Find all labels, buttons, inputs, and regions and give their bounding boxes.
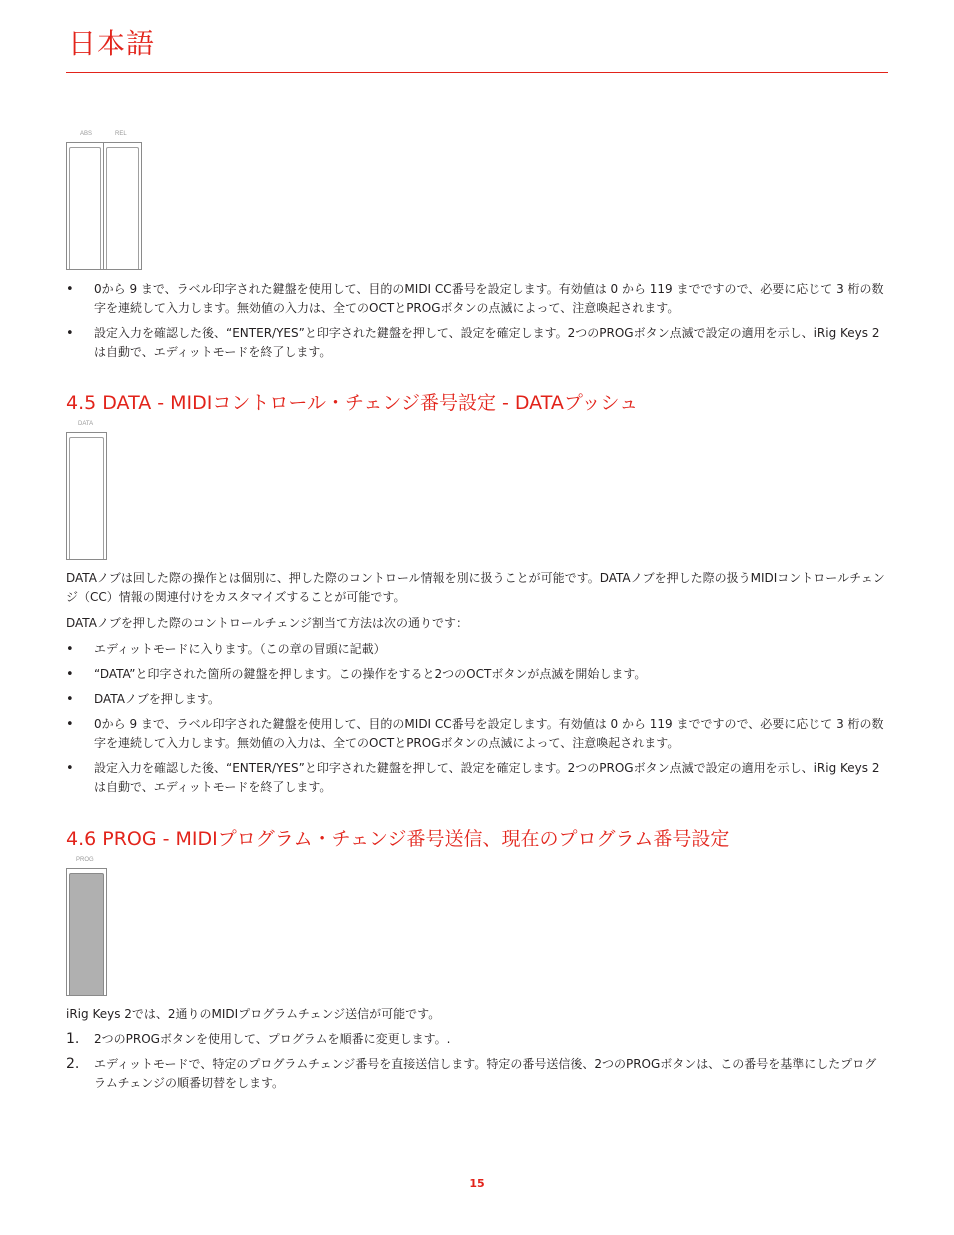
abs-rel-keys-figure: [66, 130, 146, 272]
rel-key-label: REL: [115, 131, 127, 137]
page-number: 15: [469, 1177, 485, 1190]
prog-key-label: PROG: [76, 857, 94, 863]
section-heading-4-6: 4.6 PROG - MIDIプログラム・チェンジ番号送信、現在のプログラム番号設定: [66, 828, 730, 850]
data-knob-description: DATAノブは回した際の操作とは個別に、押した際のコントロール情報を別に扱うことが可能です。DATAノブを押した際の扱うMIDIコントロールチェンジ（CC）情報の関連付けをカスタマイズすることが可能です。: [66, 571, 885, 604]
cc-setup-steps-list: [66, 280, 888, 368]
list-item: • 0から 9 まで、ラベル印字された鍵盤を使用して、目的のMIDI CC番号を設定します。有効値は 0 から 119 までですので、必要に応じて 3 桁の数字を連続して入力します。無効値の入力は、全てのOCTとPROGボタンの点滅によって、注意喚起されます。: [66, 715, 888, 753]
list-item: [66, 1055, 888, 1093]
data-key-label: DATA: [78, 421, 94, 427]
data-knob-assign-intro: DATAノブを押した際のコントロールチェンジ割当て方法は次の通りです：: [66, 616, 469, 630]
list-item: • 設定入力を確認した後、“ENTER/YES”と印字された鍵盤を押して、設定を確定します。2つのPROGボタン点滅で設定の適用を示し、iRig Keys 2は自動で、エディットモードを終了します。: [66, 759, 888, 797]
abs-key-label: ABS: [80, 131, 93, 137]
page-title: 日本語: [68, 27, 156, 60]
list-item: • エディットモードに入ります。（この章の冒頭に記載）: [66, 640, 888, 659]
abs-key: [66, 142, 104, 270]
list-text: 2つのPROGボタンを使用して、プログラムを順番に変更します。.: [94, 1032, 451, 1046]
list-item: • 設定入力を確認した後、“ENTER/YES”と印字された鍵盤を押して、設定を確定します。2つのPROGボタン点滅で設定の適用を示し、iRig Keys 2は自動で、エディットモードを終了します。: [66, 324, 888, 362]
list-item: • DATAノブを押します。: [66, 690, 888, 709]
data-key: [66, 432, 107, 560]
list-number: 1.: [66, 1031, 80, 1047]
section-heading-4-5: 4.5 DATA - MIDIコントロール・チェンジ番号設定 - DATAプッシュ: [66, 392, 639, 414]
list-text: エディットモードで、特定のプログラムチェンジ番号を直接送信します。特定の番号送信後、2つのPROGボタンは、この番号を基準にしたプログラムチェンジの順番切替をします。: [94, 1057, 877, 1090]
data-assign-steps-list: [66, 640, 888, 803]
list-number: 2.: [66, 1056, 80, 1072]
prog-intro: iRig Keys 2では、2通りのMIDIプログラムチェンジ送信が可能です。: [66, 1007, 441, 1021]
list-item: [66, 1030, 888, 1049]
list-item: • “DATA”と印字された箇所の鍵盤を押します。この操作をすると2つのOCTボタンが点滅を開始します。: [66, 665, 888, 684]
data-key-figure: [66, 420, 110, 562]
title-divider: [66, 72, 888, 73]
rel-key: [103, 142, 142, 270]
prog-key: [66, 868, 107, 996]
prog-methods-list: [66, 1030, 888, 1099]
list-item: • 0から 9 まで、ラベル印字された鍵盤を使用して、目的のMIDI CC番号を設定します。有効値は 0 から 119 までですので、必要に応じて 3 桁の数字を連続して入力します。無効値の入力は、全てのOCTとPROGボタンの点滅によって、注意喚起されます。: [66, 280, 888, 318]
prog-key-figure: [66, 856, 110, 998]
